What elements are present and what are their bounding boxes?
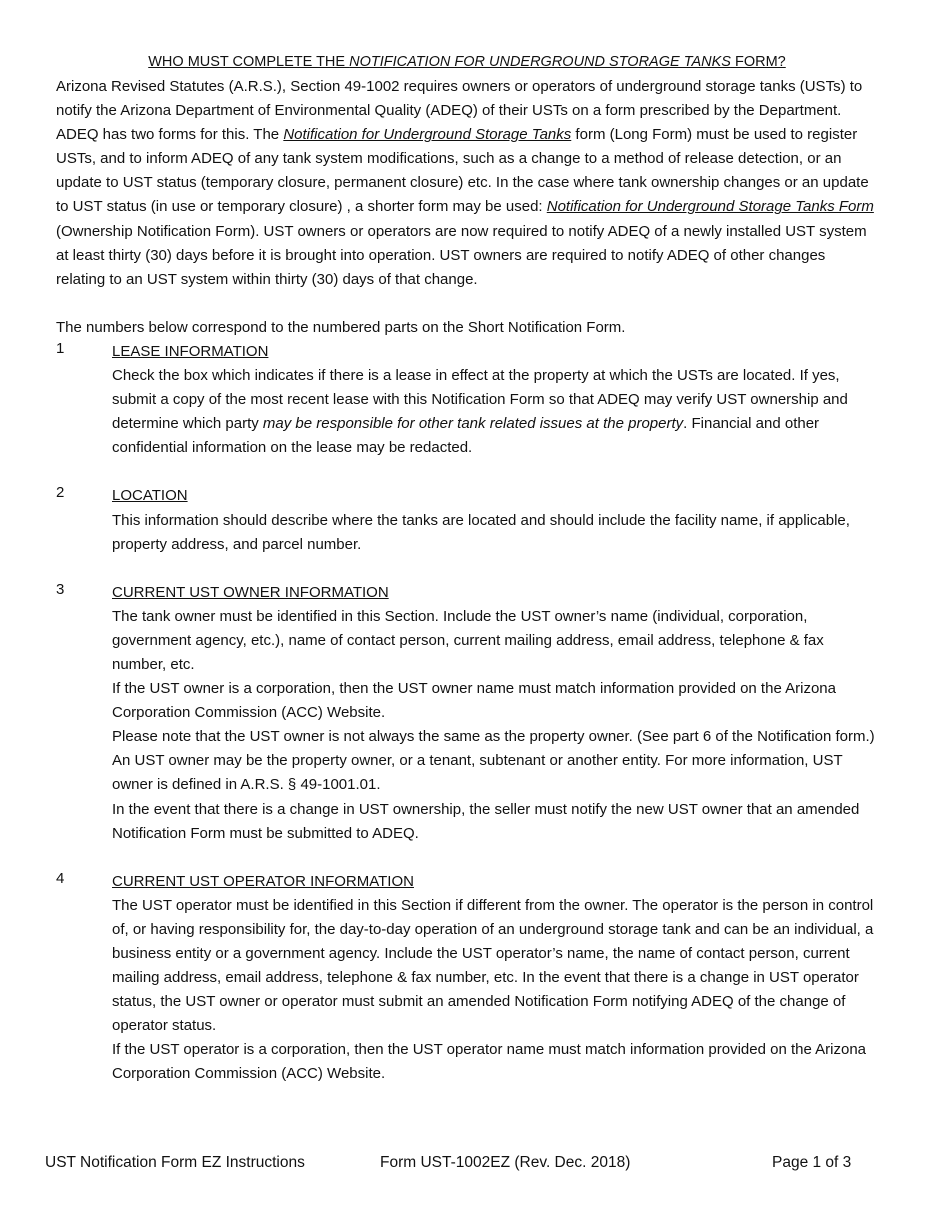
- section-text: This information should describe where the tanks are located and should include the facility name, if applicable, property address, and parcel number.: [112, 511, 850, 553]
- section-heading: LEASE INFORMATION: [112, 342, 269, 360]
- title-form-name: NOTIFICATION FOR UNDERGROUND STORAGE TANKS: [349, 54, 731, 70]
- title-post: FORM?: [730, 54, 786, 70]
- section-heading: CURRENT UST OWNER INFORMATION: [112, 583, 389, 601]
- section-heading: LOCATION: [112, 487, 188, 505]
- intro-paragraph: [56, 75, 878, 292]
- section-paragraph: In the event that there is a change in UST ownership, the seller must notify the new UST owner that an amended Notification Form must be submitted to ADEQ.: [112, 800, 860, 842]
- intro-text-1: Arizona Revised Statutes (A.R.S.), Section 49-1002 requires owners or operators of underground storage tanks (USTs) to notify the Arizona Department of Environmental Quality (ADEQ) of their USTs on a form prescribed by the Department. ADEQ has two forms for this. The: [56, 78, 863, 144]
- intro-text-3: (Ownership Notification Form). UST owners or operators are now required to notify ADEQ of a newly installed UST system at least thirty (30) days before it is brought into operation. UST owners are required to notify ADEQ of other changes relating to an UST system within thirty (30) days of that change.: [56, 222, 867, 288]
- numbers-note: The numbers below correspond to the numbered parts on the Short Notification Form.: [56, 318, 626, 336]
- section-number: 2: [56, 484, 65, 502]
- section-paragraph: If the UST owner is a corporation, then the UST owner name must match information provided on the Arizona Corporation Commission (ACC) Website.: [112, 680, 836, 722]
- section-location: [56, 484, 878, 556]
- footer-document-title: UST Notification Form EZ Instructions: [45, 1154, 305, 1171]
- document-page: [56, 53, 878, 1087]
- lease-text-2: . Financial and other confidential information on the lease may be redacted.: [112, 415, 820, 457]
- section-paragraph: Please note that the UST owner is not always the same as the property owner. (See part 6 of the Notification form.) An UST owner may be the property owner, or a tenant, subtenant or another entity. For more information, UST owner is defined in A.R.S. § 49-1001.01.: [112, 728, 875, 794]
- footer-page-number: Page 1 of 3: [772, 1154, 852, 1171]
- section-number: 3: [56, 580, 65, 598]
- section-operator-information: [56, 870, 878, 1087]
- short-form-name: Notification for Underground Storage Tanks Form: [546, 198, 874, 216]
- title-pre: WHO MUST COMPLETE THE: [148, 54, 350, 70]
- section-number: 4: [56, 869, 65, 887]
- section-lease-information: [56, 340, 878, 460]
- lease-text-1: Check the box which indicates if there is a lease in effect at the property at which the USTs are located. If yes, submit a copy of the most recent lease with this Notification Form so that ADEQ may verify UST ownership and determine which party: [112, 367, 848, 433]
- section-heading: CURRENT UST OPERATOR INFORMATION: [112, 872, 414, 890]
- page-title: [56, 53, 878, 72]
- long-form-name: Notification for Underground Storage Tanks: [283, 126, 572, 144]
- section-text: [112, 364, 878, 460]
- lease-text-italic: may be responsible for other tank related issues at the property: [262, 415, 684, 433]
- section-paragraph: The UST operator must be identified in this Section if different from the owner. The operator is the person in control of, or having responsibility for, the day-to-day operation of an underground storage tank and can be an individual, a business entity or a government agency. Include the UST operator’s name, the name of contact person, current mailing address, email address, telephone & fax number, etc. In the event that there is a change in UST operator status, the UST owner or operator must submit an amended Notification Form notifying ADEQ of the change of operator status.: [112, 896, 874, 1035]
- section-number: 1: [56, 339, 65, 357]
- section-paragraph: If the UST operator is a corporation, then the UST operator name must match information provided on the Arizona Corporation Commission (ACC) Website.: [112, 1041, 867, 1083]
- section-owner-information: [56, 581, 878, 846]
- section-paragraph: The tank owner must be identified in this Section. Include the UST owner’s name (individual, corporation, government agency, etc.), name of contact person, current mailing address, email address, telephone & fax number, etc.: [112, 607, 824, 673]
- footer-form-number: Form UST-1002EZ (Rev. Dec. 2018): [380, 1154, 631, 1171]
- intro-text-2: form (Long Form) must be used to register USTs, and to inform ADEQ of any tank system modifications, such as a change to a method of release detection, or an update to UST status (temporary closure, permanent closure) etc. In the case where tank ownership changes or an update to UST status (in use or temporary closure) , a shorter form may be used:: [56, 126, 869, 216]
